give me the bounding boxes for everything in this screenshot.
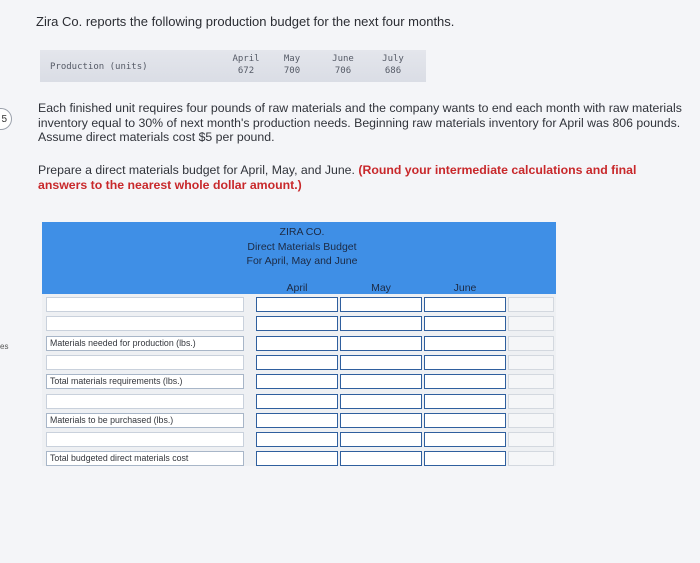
amount-input-april[interactable] [256,394,338,409]
column-header-june: June [453,282,477,294]
amount-input-april[interactable] [256,432,338,447]
production-col-june [323,53,363,77]
amount-input-april[interactable] [256,355,338,370]
production-value: 700 [283,66,301,76]
month-header: May [283,54,301,64]
month-header: April [232,54,260,64]
column-header-april: April [286,282,308,294]
amount-input-may[interactable] [340,297,422,312]
amount-input-june[interactable] [424,451,506,466]
row-trailing-cell [508,451,554,466]
budget-row [42,336,556,351]
budget-header [42,222,556,294]
production-value: 706 [334,66,352,76]
row-trailing-cell [508,297,554,312]
budget-period: For April, May and June [246,255,358,267]
amount-input-june[interactable] [424,355,506,370]
column-header-may: May [371,282,391,294]
row-trailing-cell [508,355,554,370]
budget-row [42,374,556,389]
row-trailing-cell [508,374,554,389]
row-label: Total materials requirements (lbs.) [46,374,244,389]
production-row-label: Production (units) [50,62,148,72]
amount-input-june[interactable] [424,374,506,389]
amount-input-june[interactable] [424,297,506,312]
budget-row [42,413,556,428]
row-label: Materials needed for production (lbs.) [46,336,244,351]
row-label: Materials to be purchased (lbs.) [46,413,244,428]
month-header: June [332,54,354,64]
budget-row [42,316,556,331]
amount-input-april[interactable] [256,297,338,312]
company-name: ZIRA CO. [279,226,325,238]
production-value: 672 [237,66,255,76]
row-label-input[interactable] [46,432,244,447]
instruction-text [38,163,688,192]
side-nav-label: es [0,342,9,351]
amount-input-may[interactable] [340,451,422,466]
production-value: 686 [384,66,402,76]
amount-input-june[interactable] [424,413,506,428]
amount-input-april[interactable] [256,413,338,428]
amount-input-june[interactable] [424,316,506,331]
question-number-badge: 5 [0,108,12,130]
budget-title: Direct Materials Budget [247,241,357,253]
amount-input-may[interactable] [340,413,422,428]
amount-input-april[interactable] [256,374,338,389]
amount-input-may[interactable] [340,432,422,447]
amount-input-may[interactable] [340,336,422,351]
amount-input-april[interactable] [256,451,338,466]
row-label-input[interactable] [46,355,244,370]
amount-input-april[interactable] [256,316,338,331]
direct-materials-budget-form [42,222,556,466]
budget-row [42,297,556,312]
row-trailing-cell [508,432,554,447]
budget-row [42,451,556,466]
instruction-emphasis: (Round your intermediate calculations and final answers to the nearest whole dollar amount.) [38,163,637,192]
instruction-main: Prepare a direct materials budget for April, May, and June. [38,163,355,177]
budget-row [42,394,556,409]
budget-row [42,432,556,447]
problem-description: Each finished unit requires four pounds of raw materials and the company wants to end each month with raw materials inventory equal to 30% of next month's production needs. Beginning raw materials inventory for April was 806 pounds. Assume direct materials cost $5 per pound. [38,101,682,144]
amount-input-may[interactable] [340,355,422,370]
amount-input-may[interactable] [340,394,422,409]
production-col-july [373,53,413,77]
amount-input-may[interactable] [340,374,422,389]
month-header: July [382,54,404,64]
amount-input-april[interactable] [256,336,338,351]
row-label: Total budgeted direct materials cost [46,451,244,466]
production-col-april [226,53,266,77]
amount-input-june[interactable] [424,394,506,409]
row-trailing-cell [508,394,554,409]
row-trailing-cell [508,413,554,428]
row-label-input[interactable] [46,316,244,331]
intro-text: Zira Co. reports the following production budget for the next four months. [36,14,455,29]
production-col-may [272,53,312,77]
amount-input-june[interactable] [424,336,506,351]
production-budget-table [40,50,426,82]
row-label-input[interactable] [46,297,244,312]
row-trailing-cell [508,316,554,331]
budget-row [42,355,556,370]
amount-input-june[interactable] [424,432,506,447]
row-trailing-cell [508,336,554,351]
row-label-input[interactable] [46,394,244,409]
amount-input-may[interactable] [340,316,422,331]
